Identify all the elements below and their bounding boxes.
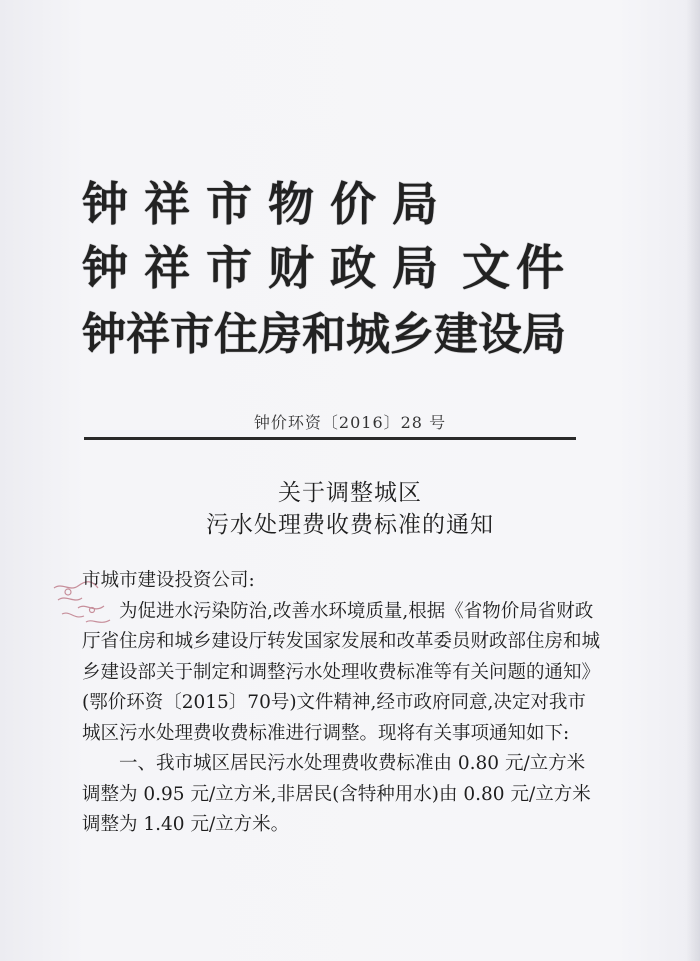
document-title-line-1: 关于调整城区	[278, 480, 422, 506]
document-body	[82, 566, 602, 841]
file-word: 文件	[462, 240, 571, 296]
agency-line-3	[82, 298, 602, 362]
body-paragraph: 为促进水污染防治,改善水环境质量,根据《省物价局省财政厅省住房和城乡建设厅转发国家发展和改革委员财政部住房和城乡建设部关于制定和调整污水处理收费标准等有关问题的通知》(鄂价环资〔2015〕70号)文件精神,经市政府同意,决定对我市城区污水处理费收费标准进行调整。现将有关事项通知如下:	[82, 600, 601, 744]
agency-name: 钟祥市财政局	[82, 241, 454, 295]
document-title-line-2: 污水处理费收费标准的通知	[206, 512, 494, 538]
agency-name: 钟祥市住房和城乡建设局	[82, 309, 566, 360]
agency-name: 钟祥市物价局	[82, 177, 454, 231]
document-number: 钟价环资〔2016〕28 号	[253, 413, 447, 432]
agency-line-1	[82, 170, 602, 234]
agency-line-2	[82, 234, 602, 298]
body-paragraph: 一、我市城区居民污水处理费收费标准由 0.80 元/立方米调整为 0.95 元/立方米,非居民(含特种用水)由 0.80 元/立方米调整为 1.40 元/立方米。	[82, 753, 591, 835]
red-header	[82, 170, 602, 362]
header-divider	[84, 437, 576, 440]
addressee: 市城市建设投资公司:	[82, 570, 255, 591]
